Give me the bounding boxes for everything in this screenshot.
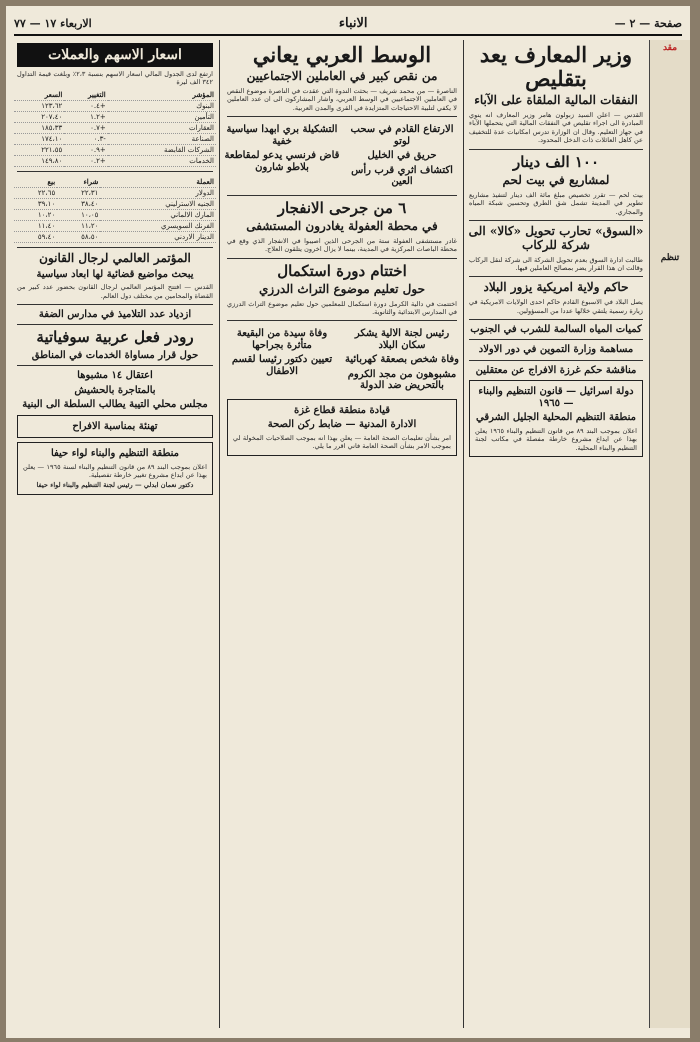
cell: الدولار	[100, 187, 216, 198]
subhead-druze-course: حول تعليم موضوع التراث الدرزي	[258, 281, 426, 296]
headline-arab-sector: الوسط العربي يعاني	[252, 42, 432, 67]
table-header-row	[14, 176, 216, 188]
table-row	[14, 220, 216, 231]
article-blast-injured: غادر مستشفى العفولة ستة من الجرحى الذين اصيبوا في الانفجار الذي وقع في محطة الباصات المركزية في المدينة، بينما لا يزال اخرون يتلقون العلاج.	[227, 236, 457, 254]
subhead-blast-injured: في محطة العفولة يغادرون المستشفى	[246, 218, 438, 233]
cell: الجنيه الاسترليني	[100, 198, 216, 209]
cell: +٠.٤	[64, 100, 107, 111]
column-header: العملة	[100, 176, 216, 188]
headline-tayibe-council: مجلس محلي التيبة يطالب السلطة الى البنية	[22, 399, 208, 411]
currency-table	[14, 176, 216, 243]
column-rule	[463, 40, 464, 1028]
headline-arab-soviet: رودر فعل عربية سوفياتية	[36, 328, 194, 347]
center-subgrid-lower	[224, 325, 460, 395]
divider	[17, 171, 213, 172]
headline-hashish-arrests: اعتقال ١٤ مشبوها	[77, 370, 153, 382]
column-header: شراء	[57, 176, 100, 188]
divider	[469, 220, 643, 221]
center-subcol-b	[224, 121, 340, 191]
table-row	[14, 100, 216, 111]
cell: ١٠،٢٠	[14, 209, 57, 220]
market-banner: اسعار الاسهم والعملات	[17, 43, 213, 67]
headline-law-conference: المؤتمر العالمي لرجال القانون	[39, 250, 191, 265]
table-row	[14, 144, 216, 155]
congratulation-box	[17, 415, 213, 439]
cell: ٥٩،٤٠	[14, 231, 57, 242]
column-header: السعر	[14, 89, 64, 101]
center-subcol-a	[344, 121, 460, 191]
cell: -٠.٣	[64, 133, 107, 144]
subhead-bethlehem-projects: لمشاريع في بيت لحم	[502, 172, 610, 187]
column-center	[224, 40, 460, 1028]
headline-us-governor: حاكم ولاية امريكية يزور البلاد	[483, 280, 629, 295]
table-row	[14, 122, 216, 133]
table-header-row	[14, 89, 216, 101]
headline-bethlehem-projects: ١٠٠ الف دينار	[512, 152, 600, 171]
cell: ٣٨،٤٠	[57, 198, 100, 209]
headline-archaeology: اكتشاف اثري قرب رأس العين	[351, 164, 453, 188]
column-header: المؤشر	[108, 89, 216, 101]
column-header: بيع	[14, 176, 57, 188]
market-note: ارتفع لدى الجدول المالي اسعار الاسهم بنسبة ٢،٣٪ وبلغت قيمة التداول ٣٤٢ الف ليرة	[17, 70, 213, 87]
cell: العقارات	[108, 122, 216, 133]
congratulation-title: تهنئة بمناسبة الافراح	[72, 420, 158, 432]
table-row	[14, 133, 216, 144]
notice-title: منطقة التنظيم والبناء لواء حيفا	[50, 448, 180, 460]
divider	[227, 116, 457, 117]
newspaper-page	[6, 6, 690, 1038]
cell: البنوك	[108, 100, 216, 111]
cell: ٢٢،٣١	[57, 187, 100, 198]
headline-education-minister: وزير المعارف يعد بتقليص	[479, 42, 633, 92]
cell: ١٤٩،٨٠	[14, 155, 64, 166]
article-arab-sector: الناصرة — من محمد شريف — بحثت الندوة التي عقدت في الناصرة موضوع النقص في العاملين الاجتماعيين في الوسط العربي، واشار المشاركون الى ان عدد العاملين لا يكفي لتلبية الاحتياجات المتزايدة في القرى والمدن العربية.	[227, 86, 457, 112]
headline-majd-krum: مشبوهون من مجد الكروم بالتحريض ضد الدولة	[347, 368, 457, 392]
article-us-governor: يصل البلاد في الاسبوع القادم حاكم احدى الولايات الامريكية في زيارة رسمية يلتقي خلالها عددا من المسؤولين.	[469, 298, 643, 315]
divider	[17, 324, 213, 325]
article-druze-course: اختتمت في دالية الكرمل دورة استكمال للمعلمين حول تعليم موضوع التراث الدرزي في المدارس الابتدائية والثانوية.	[227, 299, 457, 316]
issue-date: الاربعاء ١٧ — ٧٧	[14, 16, 92, 30]
table-row	[14, 231, 216, 242]
divider	[227, 320, 457, 321]
cell: ١٨٥،٣٣	[14, 122, 64, 133]
page-header	[14, 12, 682, 36]
cell: الدينار الاردني	[100, 231, 216, 242]
page-number: صفحة — ٢ —	[614, 16, 682, 30]
cell: ١١،٢٠	[57, 220, 100, 231]
cell: +١.٢	[64, 111, 107, 122]
headline-lotto: الارتفاع القادم في سحب لوتو	[350, 124, 454, 147]
headline-supply-ministry: مساهمة وزارة التموين في دور الاولاد	[478, 344, 634, 356]
headline-hebron-fire: حريق في الخليل	[367, 150, 437, 162]
edge-fragment: مقد	[662, 43, 678, 53]
headline-blast-injured: ٦ من جرحى الانفجار	[277, 198, 407, 217]
article-education-minister: القدس — اعلن السيد زبولون هامر وزير المعارف انه ينوي المبادرة الى اجراء تقليص في النفقات المالية التي يتحملها الآباء في جهاز التعليم. وقال ان الوزارة تدرس امكانيات عدة للتخفيف عن كاهل العائلات ذات الدخل المحدود.	[469, 111, 643, 145]
headline-bqeia-death: وفاة سيدة من البقيعة متأثرة بجراحها	[236, 328, 328, 351]
headline-water-south: كميات المياه السالمة للشرب في الجنوب	[470, 323, 642, 335]
notice-body: اعلان بموجب البند ٨٩ من قانون التنظيم والبناء ١٩٦٥ يعلن بهذا عن ايداع مشروع خارطة مفصلة في مكاتب لجنة التنظيم والبناء المحلية.	[475, 426, 637, 452]
cell: الفرنك السويسري	[100, 220, 216, 231]
cell: الشركات القابضة	[108, 144, 216, 155]
cell: الخدمات	[108, 155, 216, 166]
headline-doctor-appointment: تعيين دكتور رئيسا لقسم الاطفال	[231, 354, 333, 377]
subhead-hashish-arrests: بالمتاجرة بالحشيش	[74, 384, 156, 396]
cell: التأمين	[108, 111, 216, 122]
notice-signature: دكتور نعمان ابدلي — رئيس لجنة التنظيم والبناء لواء حيفا	[36, 481, 194, 490]
subhead-law-conference: يبحث مواضيع قضائية لها ابعاد سياسية	[36, 268, 194, 280]
headline-french-judge: قاض فرنسي يدعو لمقاطعة بلاطو شارون	[224, 150, 340, 173]
divider	[469, 319, 643, 320]
notice-subtitle: منطقة التنظيم المحلية الجليل الشرقي	[476, 412, 636, 424]
notice-title: دولة اسرائيل — قانون التنظيم والبناء — ١٩٦٥	[478, 386, 634, 409]
subhead-arab-sector: من نقص كبير في العاملين الاجتماعيين	[246, 69, 438, 84]
divider	[17, 304, 213, 305]
cell: الصناعة	[108, 133, 216, 144]
divider	[469, 276, 643, 277]
subhead-education-minister: النفقات المالية الملقاة على الآباء	[474, 93, 638, 108]
headline-westbank-pupils: ازدياد عدد التلاميذ في مدارس الضفة	[38, 308, 192, 320]
cell: ٢٠٧،٤٠	[14, 111, 64, 122]
notice-planning-east-galilee	[469, 380, 643, 457]
cell: ١٢٣،٦٢	[14, 100, 64, 111]
notice-body: امر بشأن تعليمات الصحة العامة — يعلن بهذا انه بموجب الصلاحيات المخولة لي بموجب الامر بشأن الصحة العامة فاني اقرر ما يلي.	[233, 433, 451, 451]
divider	[17, 365, 213, 366]
center-subgrid	[224, 121, 460, 191]
article-market-company: طالبت ادارة السوق بعدم تحويل الشركة الى شركة لنقل الركاب وقالت ان هذا القرار يضر بمصالح العاملين فيها.	[469, 255, 643, 272]
adjacent-page-edge	[649, 40, 690, 1028]
subhead-arab-soviet: حول قرار مساواة الخدمات في المناطق	[31, 349, 199, 361]
divider	[469, 339, 643, 340]
column-header: التغيير	[64, 89, 107, 101]
divider	[17, 247, 213, 248]
headline-electrocution: وفاة شخص بصعقة كهربائية	[344, 354, 459, 366]
headline-political-formation: التشكيلة بري ابهدا سياسية خفية	[226, 124, 338, 147]
table-row	[14, 155, 216, 166]
cell: المارك الالماني	[100, 209, 216, 220]
notice-haifa-planning	[17, 442, 213, 495]
center-lower-a	[344, 325, 460, 395]
table-row	[14, 209, 216, 220]
article-bethlehem-projects: بيت لحم — تقرر تخصيص مبلغ مائة الف دينار لتنفيذ مشاريع تطوير في المدينة تشمل شق الطرق وتحسين شبكة المياه والمجاري.	[469, 190, 643, 216]
headline-druze-course: اختتام دورة استكمال	[277, 261, 407, 280]
cell: ١٧٤،١٠	[14, 133, 64, 144]
cell: ٣٩،١٠	[14, 198, 57, 209]
column-rule	[219, 40, 220, 1028]
table-row	[14, 198, 216, 209]
notice-subtitle: الادارة المدنية — ضابط ركن الصحة	[267, 419, 417, 431]
notice-body: اعلان بموجب البند ٨٩ من قانون التنظيم والبناء لسنة ١٩٦٥ — يعلن بهذا عن ايداع مشروع تغيير خارطة تفصيلية.	[23, 462, 208, 480]
column-left	[14, 40, 216, 1028]
table-row	[14, 187, 216, 198]
cell: ٢٢١،٥٥	[14, 144, 64, 155]
headline-market-company: «السوق» تحارب تحويل «كالا» الى شركة للركاب	[468, 223, 644, 252]
divider	[227, 258, 457, 259]
divider	[227, 195, 457, 196]
divider	[469, 149, 643, 150]
article-law-conference: القدس — افتتح المؤتمر العالمي لرجال القانون بحضور عدد كبير من القضاة والمحامين من مختلف دول العالم.	[17, 283, 213, 300]
cell: ٢٢،٦٥	[14, 187, 57, 198]
notice-gaza-health	[227, 399, 457, 456]
edge-fragment: تنظم	[660, 253, 680, 264]
cell: ١١،٤٠	[14, 220, 57, 231]
cell: ٥٨،٥٠	[57, 231, 100, 242]
stock-table	[14, 89, 216, 167]
headline-committee-thanks: رئيس لجنة الالية يشكر سكان البلاد	[354, 328, 450, 351]
cell: +٠.٢	[64, 155, 107, 166]
cell: ١٠،٠٥	[57, 209, 100, 220]
column-right	[466, 40, 646, 1028]
center-lower-b	[224, 325, 340, 395]
cell: +٠.٧	[64, 122, 107, 133]
notice-title: قيادة منطقة قطاع غزة	[294, 404, 390, 416]
headline-detainees-release: مناقشة حكم غرزة الافراج عن معتقلين	[475, 364, 637, 376]
table-row	[14, 111, 216, 122]
divider	[469, 360, 643, 361]
masthead: الانباء	[338, 15, 368, 31]
cell: +٠.٩	[64, 144, 107, 155]
